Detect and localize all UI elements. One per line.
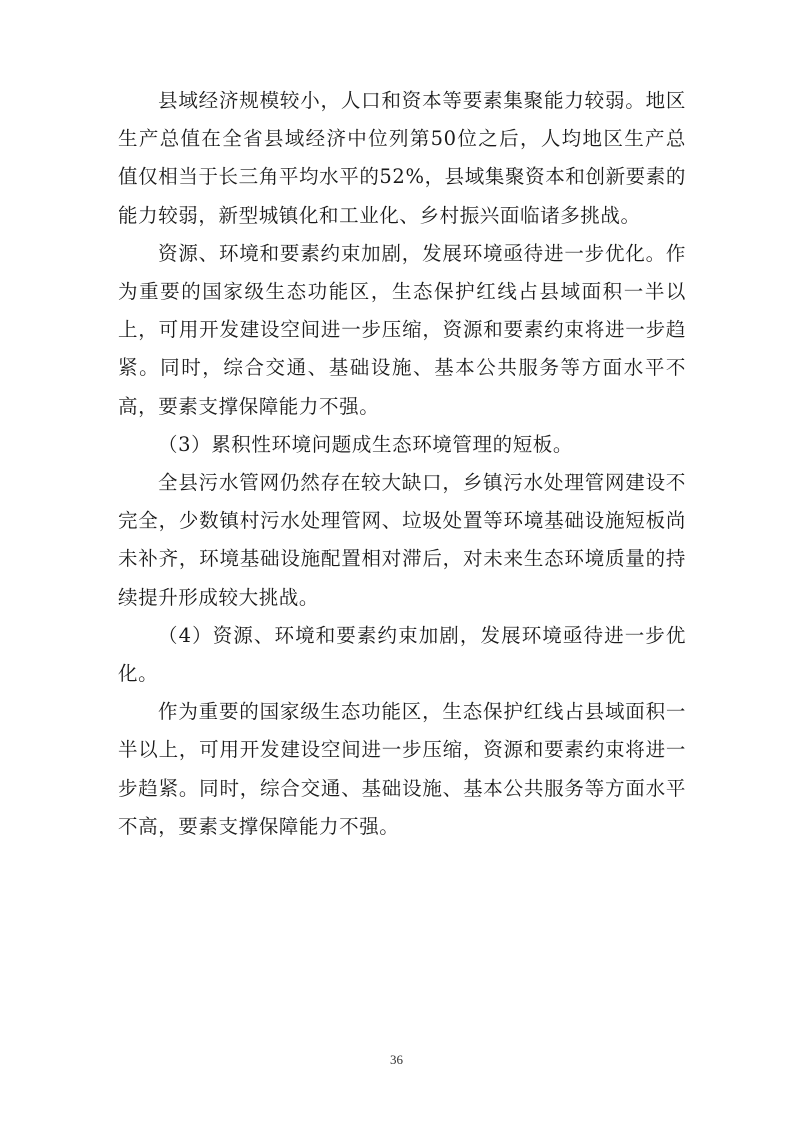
heading-resource-environment-constraints: （4）资源、环境和要素约束加剧，发展环境亟待进一步优化。 [118, 623, 686, 686]
heading-cumulative-environment-issues: （3）累积性环境问题成生态环境管理的短板。 [158, 432, 574, 456]
page-number: 36 [390, 1052, 403, 1067]
document-body [118, 82, 686, 846]
paragraph-resource-constraints: 资源、环境和要素约束加剧，发展环境亟待进一步优化。作为重要的国家级生态功能区，生态保护红线占县域面积一半以上，可用开发建设空间进一步压缩，资源和要素约束将进一步趋紧。同时，综合交通、基础设施、基本公共服务等方面水平不高，要素支撑保障能力不强。 [118, 241, 686, 418]
paragraph-sewage-network: 全县污水管网仍然存在较大缺口，乡镇污水处理管网建设不完全，少数镇村污水处理管网、垃圾处置等环境基础设施短板尚未补齐，环境基础设施配置相对滞后，对未来生态环境质量的持续提升形成较大挑战。 [118, 471, 686, 609]
paragraph-ecological-function-zone: 作为重要的国家级生态功能区，生态保护红线占县域面积一半以上，可用开发建设空间进一步压缩，资源和要素约束将进一步趋紧。同时，综合交通、基础设施、基本公共服务等方面水平不高，要素支撑保障能力不强。 [118, 700, 686, 838]
paragraph-economy-scale: 县域经济规模较小，人口和资本等要素集聚能力较弱。地区生产总值在全省县域经济中位列第50位之后，人均地区生产总值仅相当于长三角平均水平的52%，县域集聚资本和创新要素的能力较弱，新型城镇化和工业化、乡村振兴面临诸多挑战。 [118, 89, 686, 227]
